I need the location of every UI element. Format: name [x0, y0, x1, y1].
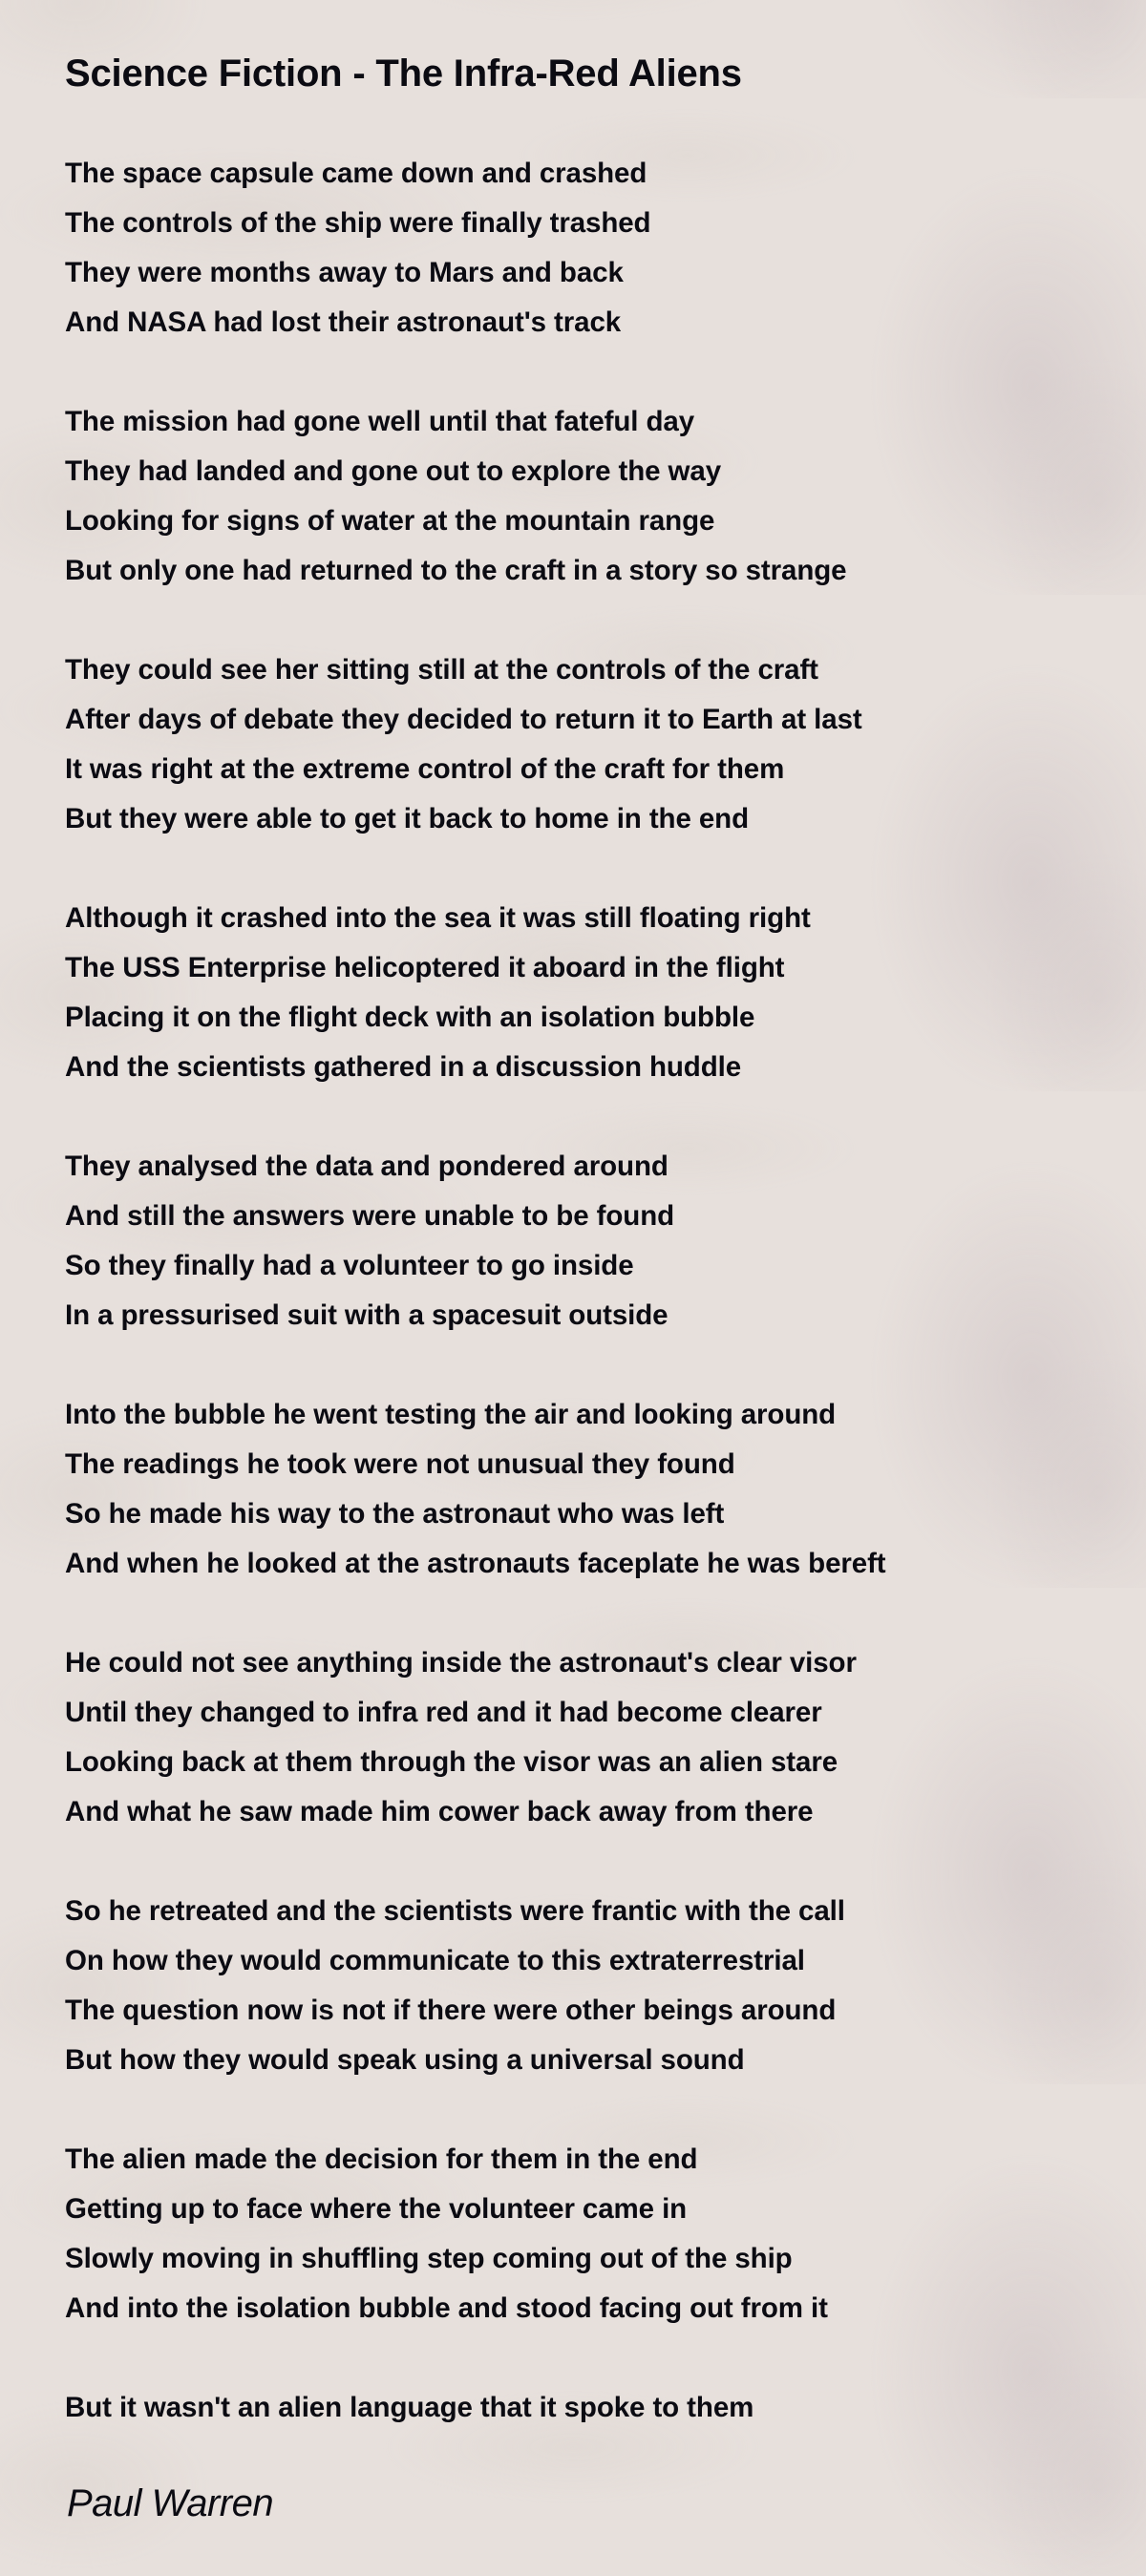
poem-line: Getting up to face where the volunteer came in: [65, 2193, 688, 2225]
poem-line: But it wasn't an alien language that it spoke to them: [65, 2392, 754, 2423]
poem-line: Until they changed to infra red and it had become clearer: [65, 1697, 822, 1728]
poem-line: The readings he took were not unusual they found: [65, 1448, 735, 1480]
poem-author: Paul Warren: [67, 2482, 274, 2524]
poem-line: But only one had returned to the craft in a story so strange: [65, 555, 847, 586]
poem-line: The space capsule came down and crashed: [65, 158, 647, 189]
poem-line: On how they would communicate to this extraterrestrial: [65, 1945, 805, 1976]
poem-line: And the scientists gathered in a discussion huddle: [65, 1051, 742, 1083]
poem-body: [65, 149, 886, 2482]
poem-line: And NASA had lost their astronaut's track: [65, 306, 622, 338]
poem-line: They could see her sitting still at the controls of the craft: [65, 654, 818, 686]
poem-line: Looking for signs of water at the mountain range: [65, 505, 715, 537]
poem-title: Science Fiction - The Infra-Red Aliens: [65, 53, 742, 95]
poem-line: And when he looked at the astronauts faceplate he was bereft: [65, 1548, 886, 1579]
poem-line: The controls of the ship were finally trashed: [65, 207, 651, 239]
poem-line: After days of debate they decided to return it to Earth at last: [65, 704, 862, 735]
stanza-9: [65, 2135, 886, 2333]
poem-line: And still the answers were unable to be found: [65, 1200, 675, 1232]
poem-line: They had landed and gone out to explore the way: [65, 455, 721, 487]
poem-line: Looking back at them through the visor was an alien stare: [65, 1746, 838, 1778]
poem-line: In a pressurised suit with a spacesuit outside: [65, 1299, 668, 1331]
stanza-1: [65, 149, 886, 348]
poem-line: Slowly moving in shuffling step coming out of the ship: [65, 2243, 793, 2274]
poem-line: But how they would speak using a universal sound: [65, 2044, 745, 2076]
stanza-4: [65, 894, 886, 1092]
poem-line: The USS Enterprise helicoptered it aboard in the flight: [65, 952, 785, 983]
stanza-8: [65, 1887, 886, 2085]
poem-line: And into the isolation bubble and stood facing out from it: [65, 2292, 828, 2324]
poem-line: The question now is not if there were other beings around: [65, 1995, 837, 2026]
stanza-2: [65, 397, 886, 596]
poem-line: So they finally had a volunteer to go inside: [65, 1250, 634, 1281]
stanza-10: [65, 2383, 886, 2433]
poem-line: The mission had gone well until that fateful day: [65, 406, 695, 437]
stanza-7: [65, 1638, 886, 1837]
poem-line: He could not see anything inside the astronaut's clear visor: [65, 1647, 857, 1679]
poem-line: Placing it on the flight deck with an isolation bubble: [65, 1002, 755, 1033]
poem-line: But they were able to get it back to home in the end: [65, 803, 750, 834]
stanza-5: [65, 1142, 886, 1341]
poem-line: And what he saw made him cower back away from there: [65, 1796, 814, 1827]
poem-line: Although it crashed into the sea it was still floating right: [65, 902, 811, 934]
poem-line: So he made his way to the astronaut who was left: [65, 1498, 725, 1530]
poem-line: Into the bubble he went testing the air and looking around: [65, 1399, 837, 1430]
stanza-6: [65, 1390, 886, 1589]
poem-line: The alien made the decision for them in the end: [65, 2143, 698, 2175]
stanza-3: [65, 645, 886, 844]
poem-line: They were months away to Mars and back: [65, 257, 624, 288]
poem-line: So he retreated and the scientists were frantic with the call: [65, 1895, 845, 1927]
poem-line: They analysed the data and pondered around: [65, 1151, 668, 1182]
poem-line: It was right at the extreme control of the craft for them: [65, 753, 785, 785]
